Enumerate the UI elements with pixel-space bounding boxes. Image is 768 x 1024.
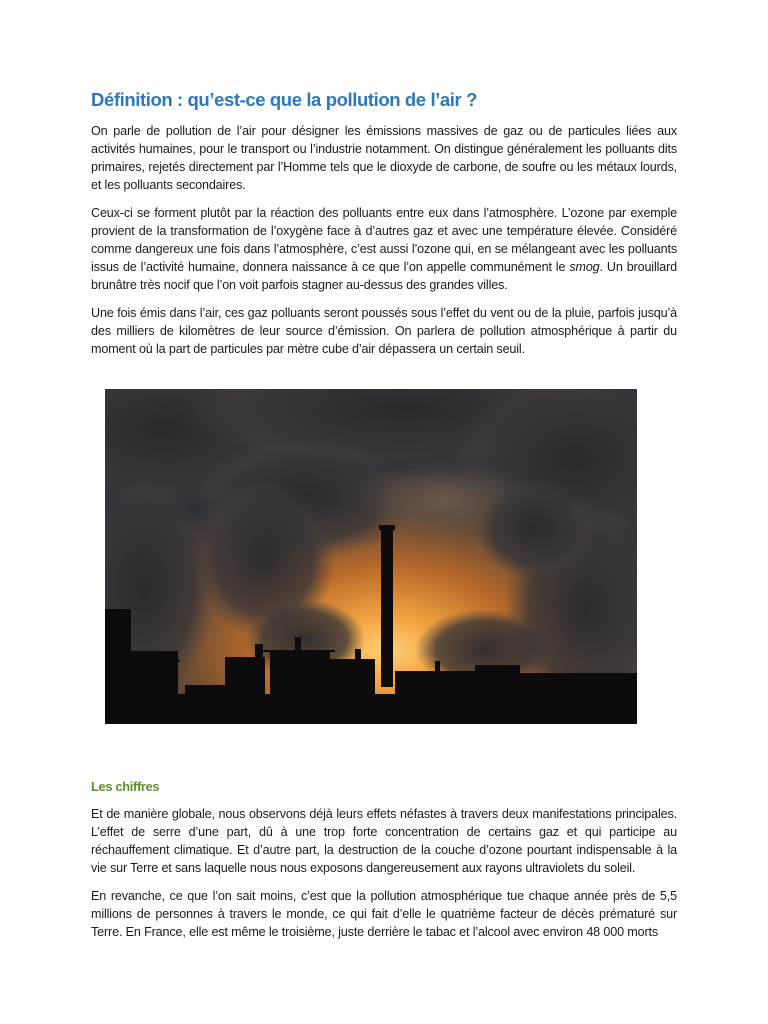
paragraph-4: Et de manière globale, nous observons déjà leurs effets néfastes à travers deux manifestations principales. L’effet de serre d’une part, dû à une trop forte concentration de certains gaz et qui participe au réchauffement climatique. Et d’autre part, la destruction de la couche d’ozone pourtant indispensable à la vie sur Terre et sans laquelle nous nous exposons dangereusement aux rayons ultraviolets du soleil. [91,807,677,875]
paragraph-1: On parle de pollution de l’air pour désigner les émissions massives de gaz ou de particules liées aux activités humaines, pour le transport ou l’industrie notamment. On distingue généralement les polluants dits primaires, rejetés directement par l’Homme tels que le dioxyde de carbone, de soufre ou les métaux lourds, et les polluants secondaires. [91,124,677,192]
section-title-figures: Les chiffres [91,779,160,794]
smog-term: smog [569,260,600,274]
section-figures [91,778,677,951]
section-title-definition: Définition : qu’est-ce que la pollution de l’air ? [91,89,477,110]
paragraph-2 [91,204,677,294]
paragraph-2-text-b: . Un brouillard brunâtre très nocif que l’on voit parfois stagner au-dessus des grandes villes. [91,260,677,292]
section-definition [91,88,677,368]
paragraph-3: Une fois émis dans l’air, ces gaz polluants seront poussés sous l’effet du vent ou de la pluie, parfois jusqu’à des milliers de kilomètres de leur source d’émission. On parlera de pollution atmosphérique à partir du moment où la part de particules par mètre cube d’air dépassera un certain seuil. [91,306,677,356]
factory-smoke-illustration [105,389,637,724]
factory-smoke-photo [105,389,637,724]
paragraph-5: En revanche, ce que l’on sait moins, c’est que la pollution atmosphérique tue chaque année près de 5,5 millions de personnes à travers le monde, ce qui fait d’elle le quatrième facteur de décès prématuré sur Terre. En France, elle est même le troisième, juste derrière le tabac et l’alcool avec environ 48 000 morts [91,889,677,939]
paragraph-2-text-a: Ceux-ci se forment plutôt par la réaction des polluants entre eux dans l’atmosphère. L’ozone par exemple provient de la transformation de l’oxygène face à d’autres gaz et avec une température élevée. Considéré comme dangereux une fois dans l’atmosphère, c’est aussi l’ozone qui, en se mélangeant avec les polluants issus de l’activité humaine, donnera naissance à ce que l’on appelle communément le [91,206,677,274]
